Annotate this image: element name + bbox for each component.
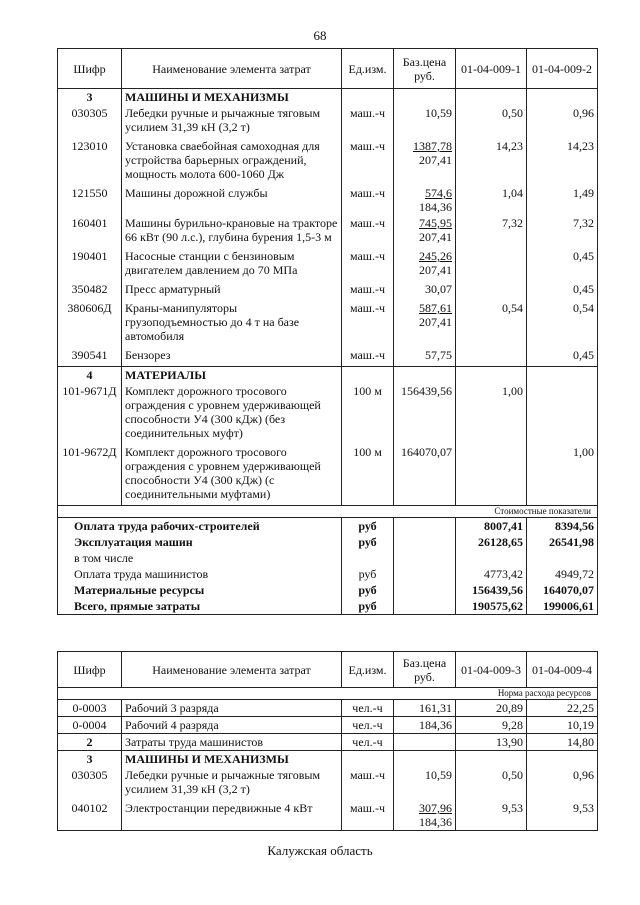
header-col1: 01-04-009-3 [456, 652, 527, 688]
summary-value-2: 4949,72 [527, 566, 598, 582]
summary-value-2: 199006,61 [527, 598, 598, 615]
cost-label-row [58, 506, 598, 518]
table-row [58, 138, 598, 185]
header-unit: Ед.изм. [342, 49, 394, 89]
row-code: 0-0003 [58, 700, 122, 717]
table-row [58, 800, 598, 831]
summary-row [58, 598, 598, 615]
table-row [58, 347, 598, 367]
header-name: Наименование элемента затрат [122, 652, 342, 688]
section-title: Затраты труда машинистов [122, 734, 342, 751]
row-value-2: 22,25 [527, 700, 598, 717]
row-name: Комплект дорожного тросового ограждения с уровнем удерживающей способности У4 (300 кДж) (без соединительных муфт) [122, 383, 342, 444]
summary-label: в том числе [58, 550, 342, 566]
price-main: 574,6 [425, 186, 452, 200]
section-number: 2 [58, 734, 122, 751]
summary-unit: руб [342, 534, 394, 550]
header-col1: 01-04-009-1 [456, 49, 527, 89]
section-title: МАТЕРИАЛЫ [122, 367, 342, 384]
row-name: Краны-манипуляторы грузоподъемностью до 4 т на базе автомобиля [122, 300, 342, 347]
price-main: 587,61 [419, 301, 452, 315]
row-price [394, 248, 456, 281]
row-code: 040102 [58, 800, 122, 831]
row-value-2: 0,96 [527, 105, 598, 138]
summary-row [58, 518, 598, 535]
table-row [58, 717, 598, 734]
row-name: Установка сваебойная самоходная для устройства барьерных ограждений, мощность молота 600-1060 Дж [122, 138, 342, 185]
row-value-2 [527, 383, 598, 444]
summary-label: Материальные ресурсы [58, 582, 342, 598]
row-unit: 100 м [342, 444, 394, 506]
row-name: Насосные станции с бензиновым двигателем давлением до 70 МПа [122, 248, 342, 281]
row-code: 350482 [58, 281, 122, 300]
table-row [58, 281, 598, 300]
summary-label: Оплата труда рабочих-строителей [58, 518, 342, 535]
price-main: 57,75 [425, 348, 452, 362]
summary-label: Оплата труда машинистов [58, 566, 342, 582]
row-unit: чел.-ч [342, 717, 394, 734]
row-value-2: 0,45 [527, 248, 598, 281]
section-row [58, 734, 598, 751]
row-value-2: 0,54 [527, 300, 598, 347]
summary-value-1: 26128,65 [456, 534, 527, 550]
cost-indicators-label: Стоимостные показатели [456, 506, 598, 518]
row-unit: чел.-ч [342, 700, 394, 717]
row-value-1: 0,50 [456, 105, 527, 138]
row-code: 160401 [58, 215, 122, 248]
section-unit: чел.-ч [342, 734, 394, 751]
summary-value-1: 8007,41 [456, 518, 527, 535]
row-name: Машины бурильно-крановые на тракторе 66 кВт (90 л.с.), глубина бурения 1,5-3 м [122, 215, 342, 248]
price-main: 245,26 [419, 249, 452, 263]
row-price [394, 215, 456, 248]
price-main: 10,59 [425, 106, 452, 120]
row-name: Пресс арматурный [122, 281, 342, 300]
header-price: Баз.цена руб. [394, 49, 456, 89]
row-value-1 [456, 248, 527, 281]
section-value-1: 13,90 [456, 734, 527, 751]
row-price: 161,31 [394, 700, 456, 717]
row-value-2: 0,96 [527, 767, 598, 800]
summary-unit: руб [342, 566, 394, 582]
row-value-2: 10,19 [527, 717, 598, 734]
row-price [394, 347, 456, 367]
row-unit: маш.-ч [342, 767, 394, 800]
summary-unit [342, 550, 394, 566]
section-title: МАШИНЫ И МЕХАНИЗМЫ [122, 751, 342, 768]
row-value-2: 0,45 [527, 281, 598, 300]
row-unit: маш.-ч [342, 138, 394, 185]
price-main: 307,96 [419, 801, 452, 815]
materials-body [58, 383, 598, 506]
row-code: 101-9672Д [58, 444, 122, 506]
section-row [58, 751, 598, 768]
row-name: Рабочий 4 разряда [122, 717, 342, 734]
summary-value-2 [527, 550, 598, 566]
row-value-2: 7,32 [527, 215, 598, 248]
row-unit: маш.-ч [342, 300, 394, 347]
row-value-1 [456, 347, 527, 367]
summary-spacer [394, 566, 456, 582]
row-value-1: 7,32 [456, 215, 527, 248]
row-code: 101-9671Д [58, 383, 122, 444]
table-row [58, 185, 598, 215]
section-row [58, 367, 598, 384]
price-main: 164070,07 [401, 445, 452, 459]
section-number: 3 [58, 751, 122, 768]
row-unit: 100 м [342, 383, 394, 444]
row-code: 190401 [58, 248, 122, 281]
summary-spacer [394, 534, 456, 550]
page-number: 68 [313, 28, 327, 43]
norm-label: Норма расхода ресурсов [456, 688, 598, 700]
table-row [58, 767, 598, 800]
section-value-2: 14,80 [527, 734, 598, 751]
row-unit: маш.-ч [342, 800, 394, 831]
price-main: 30,07 [425, 282, 452, 296]
row-value-1: 0,54 [456, 300, 527, 347]
row-unit: маш.-ч [342, 248, 394, 281]
header-code: Шифр [58, 652, 122, 688]
table-row [58, 300, 598, 347]
row-name: Лебедки ручные и рычажные тяговым усилием 31,39 кН (3,2 т) [122, 105, 342, 138]
price-main: 745,95 [419, 216, 452, 230]
section-number: 3 [58, 89, 122, 106]
header-col2: 01-04-009-4 [527, 652, 598, 688]
summary-value-1: 156439,56 [456, 582, 527, 598]
price-secondary: 207,41 [419, 153, 452, 167]
header-price: Баз.цена руб. [394, 652, 456, 688]
summary-unit: руб [342, 518, 394, 535]
summary-spacer [394, 598, 456, 615]
footer-region: Калужская область [267, 843, 373, 858]
table-header-row [58, 49, 598, 89]
header-col2: 01-04-009-2 [527, 49, 598, 89]
section-title: МАШИНЫ И МЕХАНИЗМЫ [122, 89, 342, 106]
header-unit: Ед.изм. [342, 652, 394, 688]
table-row [58, 444, 598, 506]
summary-spacer [394, 582, 456, 598]
section-number: 4 [58, 367, 122, 384]
row-value-2: 0,45 [527, 347, 598, 367]
row-unit: маш.-ч [342, 185, 394, 215]
machines-body [58, 105, 598, 367]
row-value-1: 9,28 [456, 717, 527, 734]
row-value-1: 1,04 [456, 185, 527, 215]
price-main: 10,59 [425, 768, 452, 782]
row-value-2: 9,53 [527, 800, 598, 831]
table-row [58, 248, 598, 281]
summary-row [58, 566, 598, 582]
row-price [394, 300, 456, 347]
row-value-1: 0,50 [456, 767, 527, 800]
table-row [58, 215, 598, 248]
row-name: Машины дорожной службы [122, 185, 342, 215]
table-row [58, 383, 598, 444]
table-row [58, 105, 598, 138]
row-code: 030305 [58, 105, 122, 138]
row-code: 121550 [58, 185, 122, 215]
row-unit: маш.-ч [342, 347, 394, 367]
row-unit: маш.-ч [342, 281, 394, 300]
row-price [394, 444, 456, 506]
cost-table-1 [57, 48, 598, 615]
section-row [58, 89, 598, 106]
row-name: Рабочий 3 разряда [122, 700, 342, 717]
summary-value-1: 190575,62 [456, 598, 527, 615]
price-secondary: 207,41 [419, 315, 452, 329]
row-price [394, 800, 456, 831]
row-code: 123010 [58, 138, 122, 185]
row-value-1: 14,23 [456, 138, 527, 185]
row-value-1 [456, 444, 527, 506]
table-row [58, 700, 598, 717]
summary-row [58, 534, 598, 550]
summary-spacer [394, 518, 456, 535]
price-main: 1387,78 [413, 139, 452, 153]
row-code: 030305 [58, 767, 122, 800]
summary-unit: руб [342, 598, 394, 615]
row-price [394, 383, 456, 444]
row-price [394, 105, 456, 138]
summary-value-2: 26541,98 [527, 534, 598, 550]
row-price [394, 138, 456, 185]
machines-body [58, 767, 598, 831]
row-value-1 [456, 281, 527, 300]
row-name: Бензорез [122, 347, 342, 367]
row-value-2: 1,00 [527, 444, 598, 506]
cost-table-2 [57, 651, 598, 831]
summary-value-1 [456, 550, 527, 566]
row-name: Комплект дорожного тросового ограждения с уровнем удерживающей способности У4 (300 кДж) (с соединительными муфтами) [122, 444, 342, 506]
row-name: Лебедки ручные и рычажные тяговым усилием 31,39 кН (3,2 т) [122, 767, 342, 800]
table-header-row [58, 652, 598, 688]
price-secondary: 184,36 [419, 200, 452, 214]
row-value-1: 1,00 [456, 383, 527, 444]
row-code: 380606Д [58, 300, 122, 347]
price-main: 156439,56 [401, 384, 452, 398]
summary-label: Эксплуатация машин [58, 534, 342, 550]
summary-row [58, 582, 598, 598]
row-code: 0-0004 [58, 717, 122, 734]
summary-value-2: 8394,56 [527, 518, 598, 535]
row-price: 184,36 [394, 717, 456, 734]
row-value-2: 14,23 [527, 138, 598, 185]
row-value-2: 1,49 [527, 185, 598, 215]
summary-value-1: 4773,42 [456, 566, 527, 582]
price-secondary: 207,41 [419, 263, 452, 277]
row-unit: маш.-ч [342, 105, 394, 138]
summary-spacer [394, 550, 456, 566]
header-name: Наименование элемента затрат [122, 49, 342, 89]
row-price [394, 767, 456, 800]
summary-body [58, 518, 598, 615]
row-price [394, 185, 456, 215]
price-secondary: 184,36 [419, 815, 452, 829]
row-value-1: 20,89 [456, 700, 527, 717]
norm-label-row [58, 688, 598, 700]
row-unit: маш.-ч [342, 215, 394, 248]
row-code: 390541 [58, 347, 122, 367]
row-value-1: 9,53 [456, 800, 527, 831]
summary-label: Всего, прямые затраты [58, 598, 342, 615]
summary-value-2: 164070,07 [527, 582, 598, 598]
summary-unit: руб [342, 582, 394, 598]
workers-body [58, 700, 598, 734]
header-code: Шифр [58, 49, 122, 89]
summary-row [58, 550, 598, 566]
row-price [394, 281, 456, 300]
price-secondary: 207,41 [419, 230, 452, 244]
row-name: Электростанции передвижные 4 кВт [122, 800, 342, 831]
